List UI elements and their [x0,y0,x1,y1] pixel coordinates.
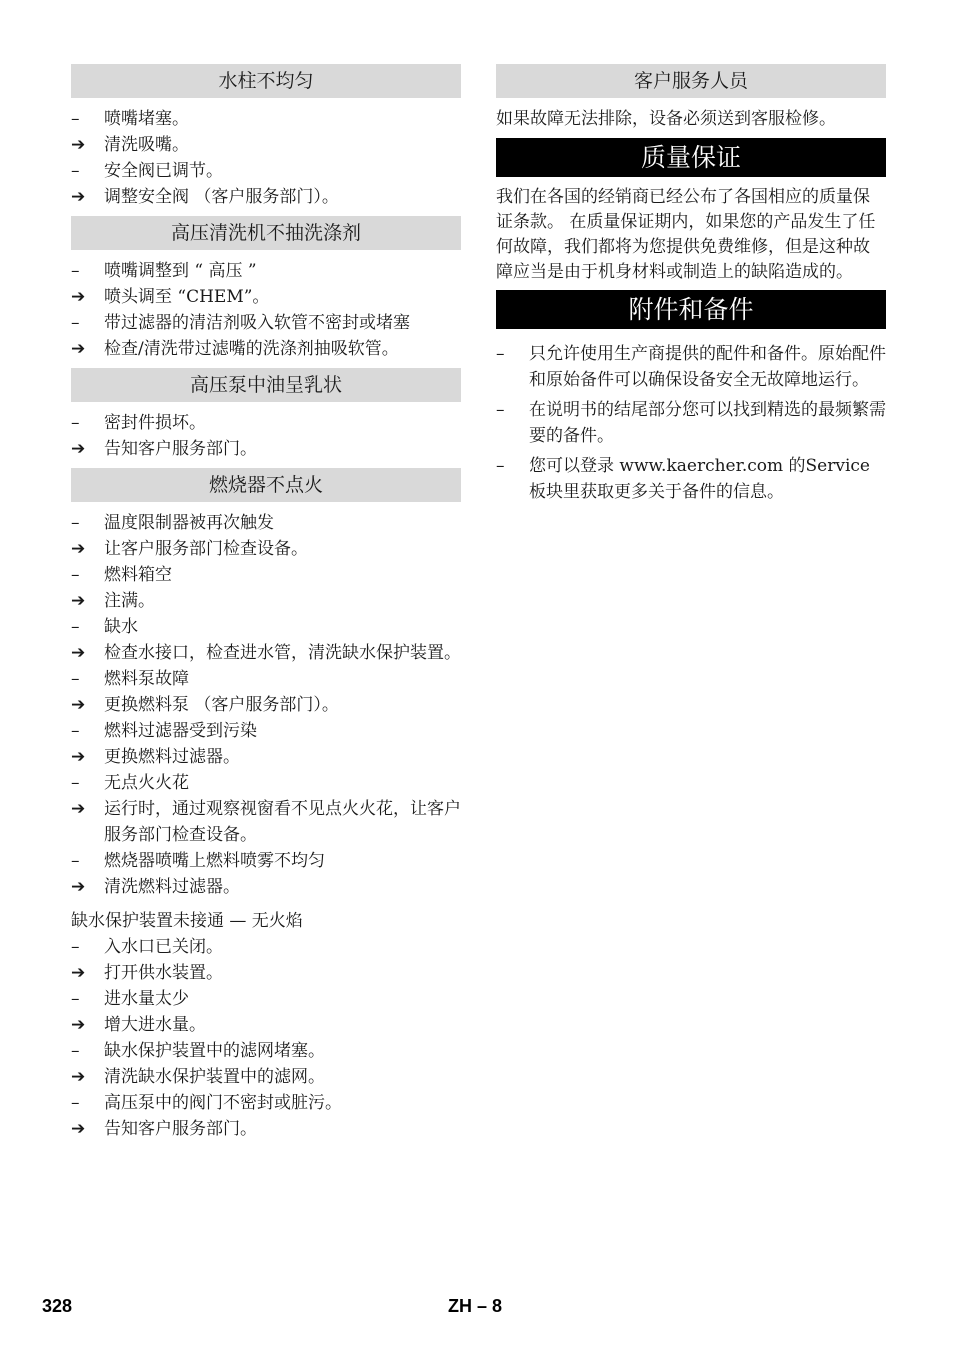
list-item [71,614,461,640]
list-item [71,336,461,362]
section-title-burner-not-igniting: 燃烧器不点火 [71,468,461,502]
arrow-right-icon: ➔ [71,187,86,207]
list-item-text: 无点火火花 [104,773,189,793]
list-item [71,874,461,900]
list-item [71,310,461,336]
section-title-milky-oil: 高压泵中油呈乳状 [71,368,461,402]
right-column [496,64,886,509]
list-item-text: 清洗吸嘴。 [104,135,189,155]
list-milky-oil [71,410,461,462]
list-item-text: 您可以登录 www.kaercher.com 的Service 板块里获取更多关于备件的信息。 [529,456,870,502]
list-item [71,1116,461,1142]
language-page-label: ZH – 8 [448,1296,503,1316]
list-item [71,796,461,848]
list-item-text: 更换燃料泵 （客户服务部门）。 [104,695,339,715]
list-item-text: 增大进水量。 [104,1015,206,1035]
customer-service-text: 如果故障无法排除，设备必须送到客服检修。 [496,109,836,129]
list-item [71,588,461,614]
dash-bullet-icon: – [496,400,505,420]
list-item-text: 燃料箱空 [104,565,172,585]
list-item-text: 清洗缺水保护装置中的滤网。 [104,1067,325,1087]
dash-bullet-icon: – [71,617,80,637]
arrow-right-icon: ➔ [71,963,86,983]
arrow-right-icon: ➔ [71,643,86,663]
list-item-text: 缺水 [104,617,138,637]
arrow-right-icon: ➔ [71,591,86,611]
list-item [496,341,886,393]
list-item [71,960,461,986]
dash-bullet-icon: – [71,313,80,333]
left-column [71,64,461,1142]
arrow-right-icon: ➔ [71,695,86,715]
list-item-text: 带过滤器的清洁剂吸入软管不密封或堵塞 [104,313,410,333]
list-item-text: 告知客户服务部门。 [104,1119,257,1139]
list-uneven-water-jet [71,106,461,210]
list-item [71,132,461,158]
arrow-right-icon: ➔ [71,1067,86,1087]
list-item-text: 温度限制器被再次触发 [104,513,274,533]
dash-bullet-icon: – [496,344,505,364]
arrow-right-icon: ➔ [71,799,86,819]
dash-bullet-icon: – [71,413,80,433]
arrow-right-icon: ➔ [71,747,86,767]
list-item [71,536,461,562]
list-item-text: 喷嘴堵塞。 [104,109,189,129]
section-title-no-detergent: 高压清洗机不抽洗涤剂 [71,216,461,250]
dash-bullet-icon: – [71,669,80,689]
list-item-text: 让客户服务部门检查设备。 [104,539,308,559]
arrow-right-icon: ➔ [71,1015,86,1035]
subsection-title-no-flame: 缺水保护装置未接通 — 无火焰 [71,911,303,931]
list-item [71,640,461,666]
list-item-text: 告知客户服务部门。 [104,439,257,459]
list-item-text: 注满。 [104,591,155,611]
list-item-text: 进水量太少 [104,989,189,1009]
list-item [496,397,886,449]
section-title-accessories-parts: 附件和备件 [496,290,886,329]
list-item-text: 燃料泵故障 [104,669,189,689]
arrow-right-icon: ➔ [71,339,86,359]
dash-bullet-icon: – [71,109,80,129]
dash-bullet-icon: – [71,773,80,793]
list-item-text: 检查/清洗带过滤嘴的洗涤剂抽吸软管。 [104,339,399,359]
arrow-right-icon: ➔ [71,287,86,307]
list-item-text: 喷嘴调整到 “ 高压 ” [104,261,257,281]
list-item-text: 打开供水装置。 [104,963,223,983]
list-item [71,718,461,744]
list-item-text: 调整安全阀 （客户服务部门）。 [104,187,339,207]
dash-bullet-icon: – [71,513,80,533]
list-item [71,986,461,1012]
dash-bullet-icon: – [71,937,80,957]
list-item-text: 清洗燃料过滤器。 [104,877,240,897]
list-item-text: 燃烧器喷嘴上燃料喷雾不均匀 [104,851,325,871]
list-item-text: 运行时，通过观察视窗看不见点火火花，让客户服务部门检查设备。 [104,799,461,845]
list-item-text: 更换燃料过滤器。 [104,747,240,767]
page-number: 328 [42,1296,73,1316]
dash-bullet-icon: – [71,1041,80,1061]
list-item-text: 密封件损坏。 [104,413,206,433]
list-item-text: 检查水接口，检查进水管，清洗缺水保护装置。 [104,643,461,663]
list-accessories-parts [496,341,886,505]
list-item [71,158,461,184]
list-item [71,666,461,692]
section-title-uneven-water-jet: 水柱不均匀 [71,64,461,98]
list-item [71,770,461,796]
list-item [71,284,461,310]
arrow-right-icon: ➔ [71,539,86,559]
arrow-right-icon: ➔ [71,135,86,155]
list-item [71,1090,461,1116]
dash-bullet-icon: – [71,989,80,1009]
list-burner-not-igniting [71,510,461,900]
dash-bullet-icon: – [71,261,80,281]
dash-bullet-icon: – [71,851,80,871]
list-item [71,692,461,718]
dash-bullet-icon: – [71,1093,80,1113]
list-item-text: 在说明书的结尾部分您可以找到精选的最频繁需要的备件。 [529,400,886,446]
list-item [71,410,461,436]
list-item-text: 安全阀已调节。 [104,161,223,181]
list-item-text: 高压泵中的阀门不密封或脏污。 [104,1093,342,1113]
list-item [71,848,461,874]
arrow-right-icon: ➔ [71,877,86,897]
list-item [71,1012,461,1038]
list-item-text: 燃料过滤器受到污染 [104,721,257,741]
dash-bullet-icon: – [71,565,80,585]
section-title-customer-service: 客户服务人员 [496,64,886,98]
list-item-text: 只允许使用生产商提供的配件和备件。原始配件和原始备件可以确保设备安全无故障地运行。 [529,344,886,390]
list-item [71,106,461,132]
list-item [71,436,461,462]
section-title-warranty: 质量保证 [496,138,886,177]
list-item [71,184,461,210]
dash-bullet-icon: – [496,456,505,476]
list-item-text: 喷头调至 “CHEM”。 [104,287,270,307]
arrow-right-icon: ➔ [71,1119,86,1139]
list-item [71,744,461,770]
list-item [71,934,461,960]
list-no-detergent [71,258,461,362]
list-item [71,1064,461,1090]
list-item [71,562,461,588]
arrow-right-icon: ➔ [71,439,86,459]
list-item [71,1038,461,1064]
dash-bullet-icon: – [71,161,80,181]
list-item [71,258,461,284]
list-no-flame [71,934,461,1142]
list-item [71,510,461,536]
dash-bullet-icon: – [71,721,80,741]
list-item-text: 入水口已关闭。 [104,937,223,957]
list-item-text: 缺水保护装置中的滤网堵塞。 [104,1041,325,1061]
list-item [496,453,886,505]
warranty-text: 我们在各国的经销商已经公布了各国相应的质量保证条款。 在质量保证期内，如果您的产品发生了任何故障，我们都将为您提供免费维修，但是这种故障应当是由于机身材料或制造上的缺陷造成的。 [496,187,876,282]
